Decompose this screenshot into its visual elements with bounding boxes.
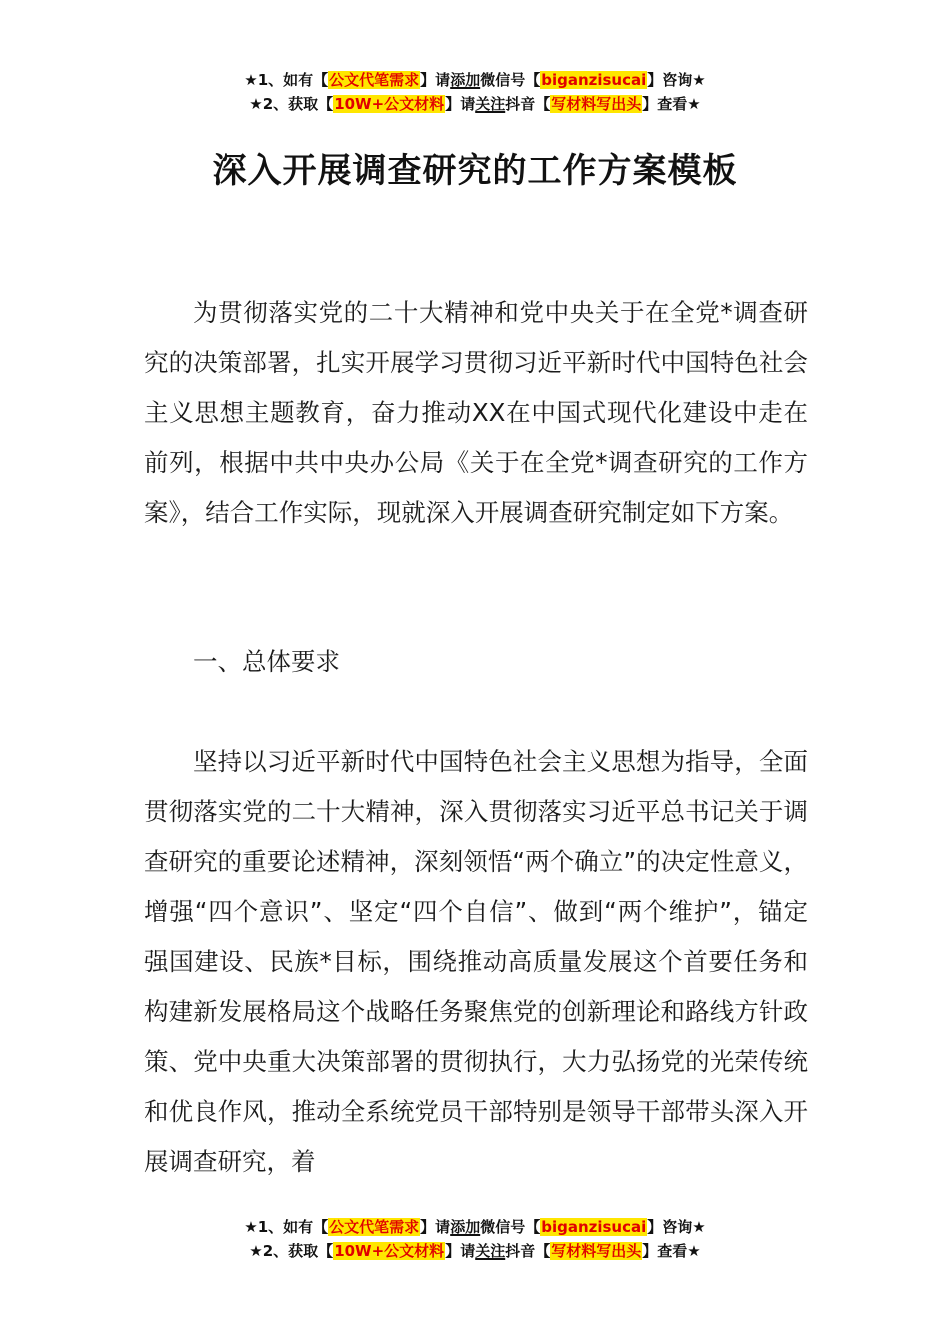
section-heading: 一、总体要求 [193, 647, 340, 676]
banner-text: 】咨询★ [647, 71, 706, 89]
highlight-service: 公文代笔需求 [329, 1218, 420, 1236]
highlight-wechat-id: biganzisucai [541, 71, 647, 89]
banner-text: 微信号【 [480, 1218, 541, 1236]
banner-text: 】查看★ [642, 1242, 701, 1260]
banner-text: 】请 [445, 1242, 476, 1260]
bottom-banner [0, 1215, 950, 1263]
banner-line-2 [0, 92, 950, 116]
banner-line-2 [0, 1239, 950, 1263]
requirements-paragraph-block [144, 737, 808, 1187]
banner-text: ★2、获取【 [249, 1242, 334, 1260]
banner-text: 】查看★ [642, 95, 701, 113]
banner-text: ★2、获取【 [249, 95, 334, 113]
top-banner [0, 68, 950, 116]
banner-emphasis: 添加 [450, 1218, 481, 1236]
highlight-materials: 10W+公文材料 [334, 95, 445, 113]
document-title: 深入开展调查研究的工作方案模板 [212, 151, 738, 191]
banner-line-1 [0, 1215, 950, 1239]
highlight-wechat-id: biganzisucai [541, 1218, 647, 1236]
intro-paragraph-block [144, 288, 808, 538]
banner-text: 】请 [420, 71, 451, 89]
section-heading-block [144, 637, 808, 687]
banner-text: 抖音【 [505, 1242, 551, 1260]
banner-emphasis: 关注 [475, 95, 506, 113]
banner-line-1 [0, 68, 950, 92]
highlight-materials: 10W+公文材料 [334, 1242, 445, 1260]
banner-text: ★1、如有【 [244, 1218, 329, 1236]
banner-text: 】咨询★ [647, 1218, 706, 1236]
highlight-service: 公文代笔需求 [329, 71, 420, 89]
highlight-douyin-account: 写材料写出头 [551, 95, 642, 113]
banner-emphasis: 关注 [475, 1242, 506, 1260]
intro-paragraph: 为贯彻落实党的二十大精神和党中央关于在全党*调查研究的决策部署，扎实开展学习贯彻习近平新时代中国特色社会主义思想主题教育，奋力推动XX在中国式现代化建设中走在前列，根据中共中央办公局《关于在全党*调查研究的工作方案》，结合工作实际，现就深入开展调查研究制定如下方案。 [144, 298, 808, 527]
requirements-paragraph: 坚持以习近平新时代中国特色社会主义思想为指导，全面贯彻落实党的二十大精神，深入贯彻落实习近平总书记关于调查研究的重要论述精神，深刻领悟“两个确立”的决定性意义，增强“四个意识”、坚定“四个自信”、做到“两个维护”，锚定强国建设、民族*目标，围绕推动高质量发展这个首要任务和构建新发展格局这个战略任务聚焦党的创新理论和路线方针政策、党中央重大决策部署的贯彻执行，大力弘扬党的光荣传统和优良作风，推动全系统党员干部特别是领导干部带头深入开展调查研究，着 [144, 747, 808, 1176]
banner-emphasis: 添加 [450, 71, 481, 89]
highlight-douyin-account: 写材料写出头 [551, 1242, 642, 1260]
banner-text: 微信号【 [480, 71, 541, 89]
banner-text: 】请 [420, 1218, 451, 1236]
banner-text: 】请 [445, 95, 476, 113]
banner-text: 抖音【 [505, 95, 551, 113]
banner-text: ★1、如有【 [244, 71, 329, 89]
